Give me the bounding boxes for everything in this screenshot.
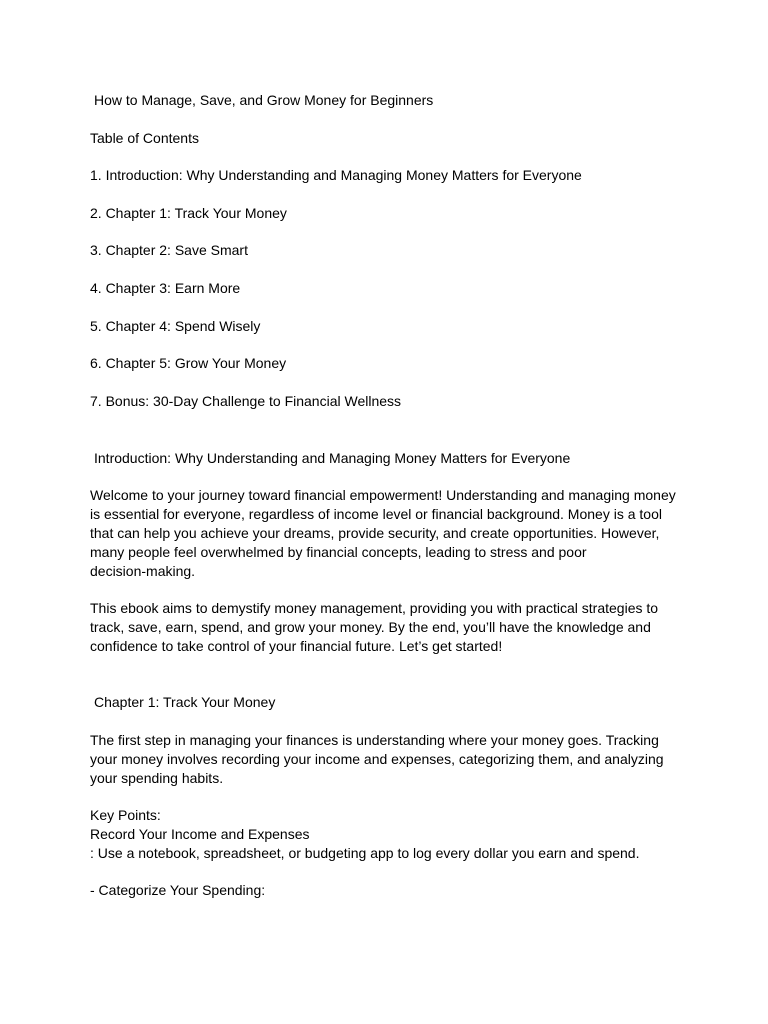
toc-item: 1. Introduction: Why Understanding and Managing Money Matters for Everyone <box>90 167 582 183</box>
key-points-label: Key Points: <box>90 807 161 823</box>
chapter1-heading: Chapter 1: Track Your Money <box>94 694 276 710</box>
toc-item: 7. Bonus: 30-Day Challenge to Financial Wellness <box>90 393 402 409</box>
paragraph-line: This ebook aims to demystify money management, providing you with practical strategies to <box>90 600 659 616</box>
intro-heading: Introduction: Why Understanding and Managing Money Matters for Everyone <box>94 450 571 466</box>
chapter1-paragraph-1 <box>90 731 680 788</box>
paragraph-line: your money involves recording your income and expenses, categorizing them, and analyzing <box>90 751 664 767</box>
intro-paragraph-2 <box>90 599 680 656</box>
paragraph-line: decision-making. <box>90 563 196 579</box>
toc-item: 5. Chapter 4: Spend Wisely <box>90 318 261 334</box>
paragraph-line: confidence to take control of your financial future. Let’s get started! <box>90 638 503 654</box>
paragraph-line: that can help you achieve your dreams, provide security, and create opportunities. However, <box>90 525 660 541</box>
paragraph-line: is essential for everyone, regardless of income level or financial background. Money is a tool <box>90 506 662 522</box>
toc-heading: Table of Contents <box>90 130 199 146</box>
toc-item: 3. Chapter 2: Save Smart <box>90 242 248 258</box>
paragraph-line: The first step in managing your finances is understanding where your money goes. Tracking <box>90 732 659 748</box>
key-point-text: : Use a notebook, spreadsheet, or budgeting app to log every dollar you earn and spend. <box>90 845 640 861</box>
paragraph-line: many people feel overwhelmed by financial concepts, leading to stress and poor <box>90 544 587 560</box>
paragraph-line: Welcome to your journey toward financial empowerment! Understanding and managing money <box>90 487 676 503</box>
key-point-title: Record Your Income and Expenses <box>90 826 310 842</box>
key-point-title: - Categorize Your Spending: <box>90 882 266 898</box>
paragraph-line: track, save, earn, spend, and grow your money. By the end, you’ll have the knowledge and <box>90 619 651 635</box>
paragraph-line: your spending habits. <box>90 770 224 786</box>
toc-item: 4. Chapter 3: Earn More <box>90 280 241 296</box>
toc-item: 2. Chapter 1: Track Your Money <box>90 205 287 221</box>
intro-paragraph-1 <box>90 486 680 581</box>
document-title: How to Manage, Save, and Grow Money for Beginners <box>94 92 434 108</box>
toc-item: 6. Chapter 5: Grow Your Money <box>90 355 287 371</box>
